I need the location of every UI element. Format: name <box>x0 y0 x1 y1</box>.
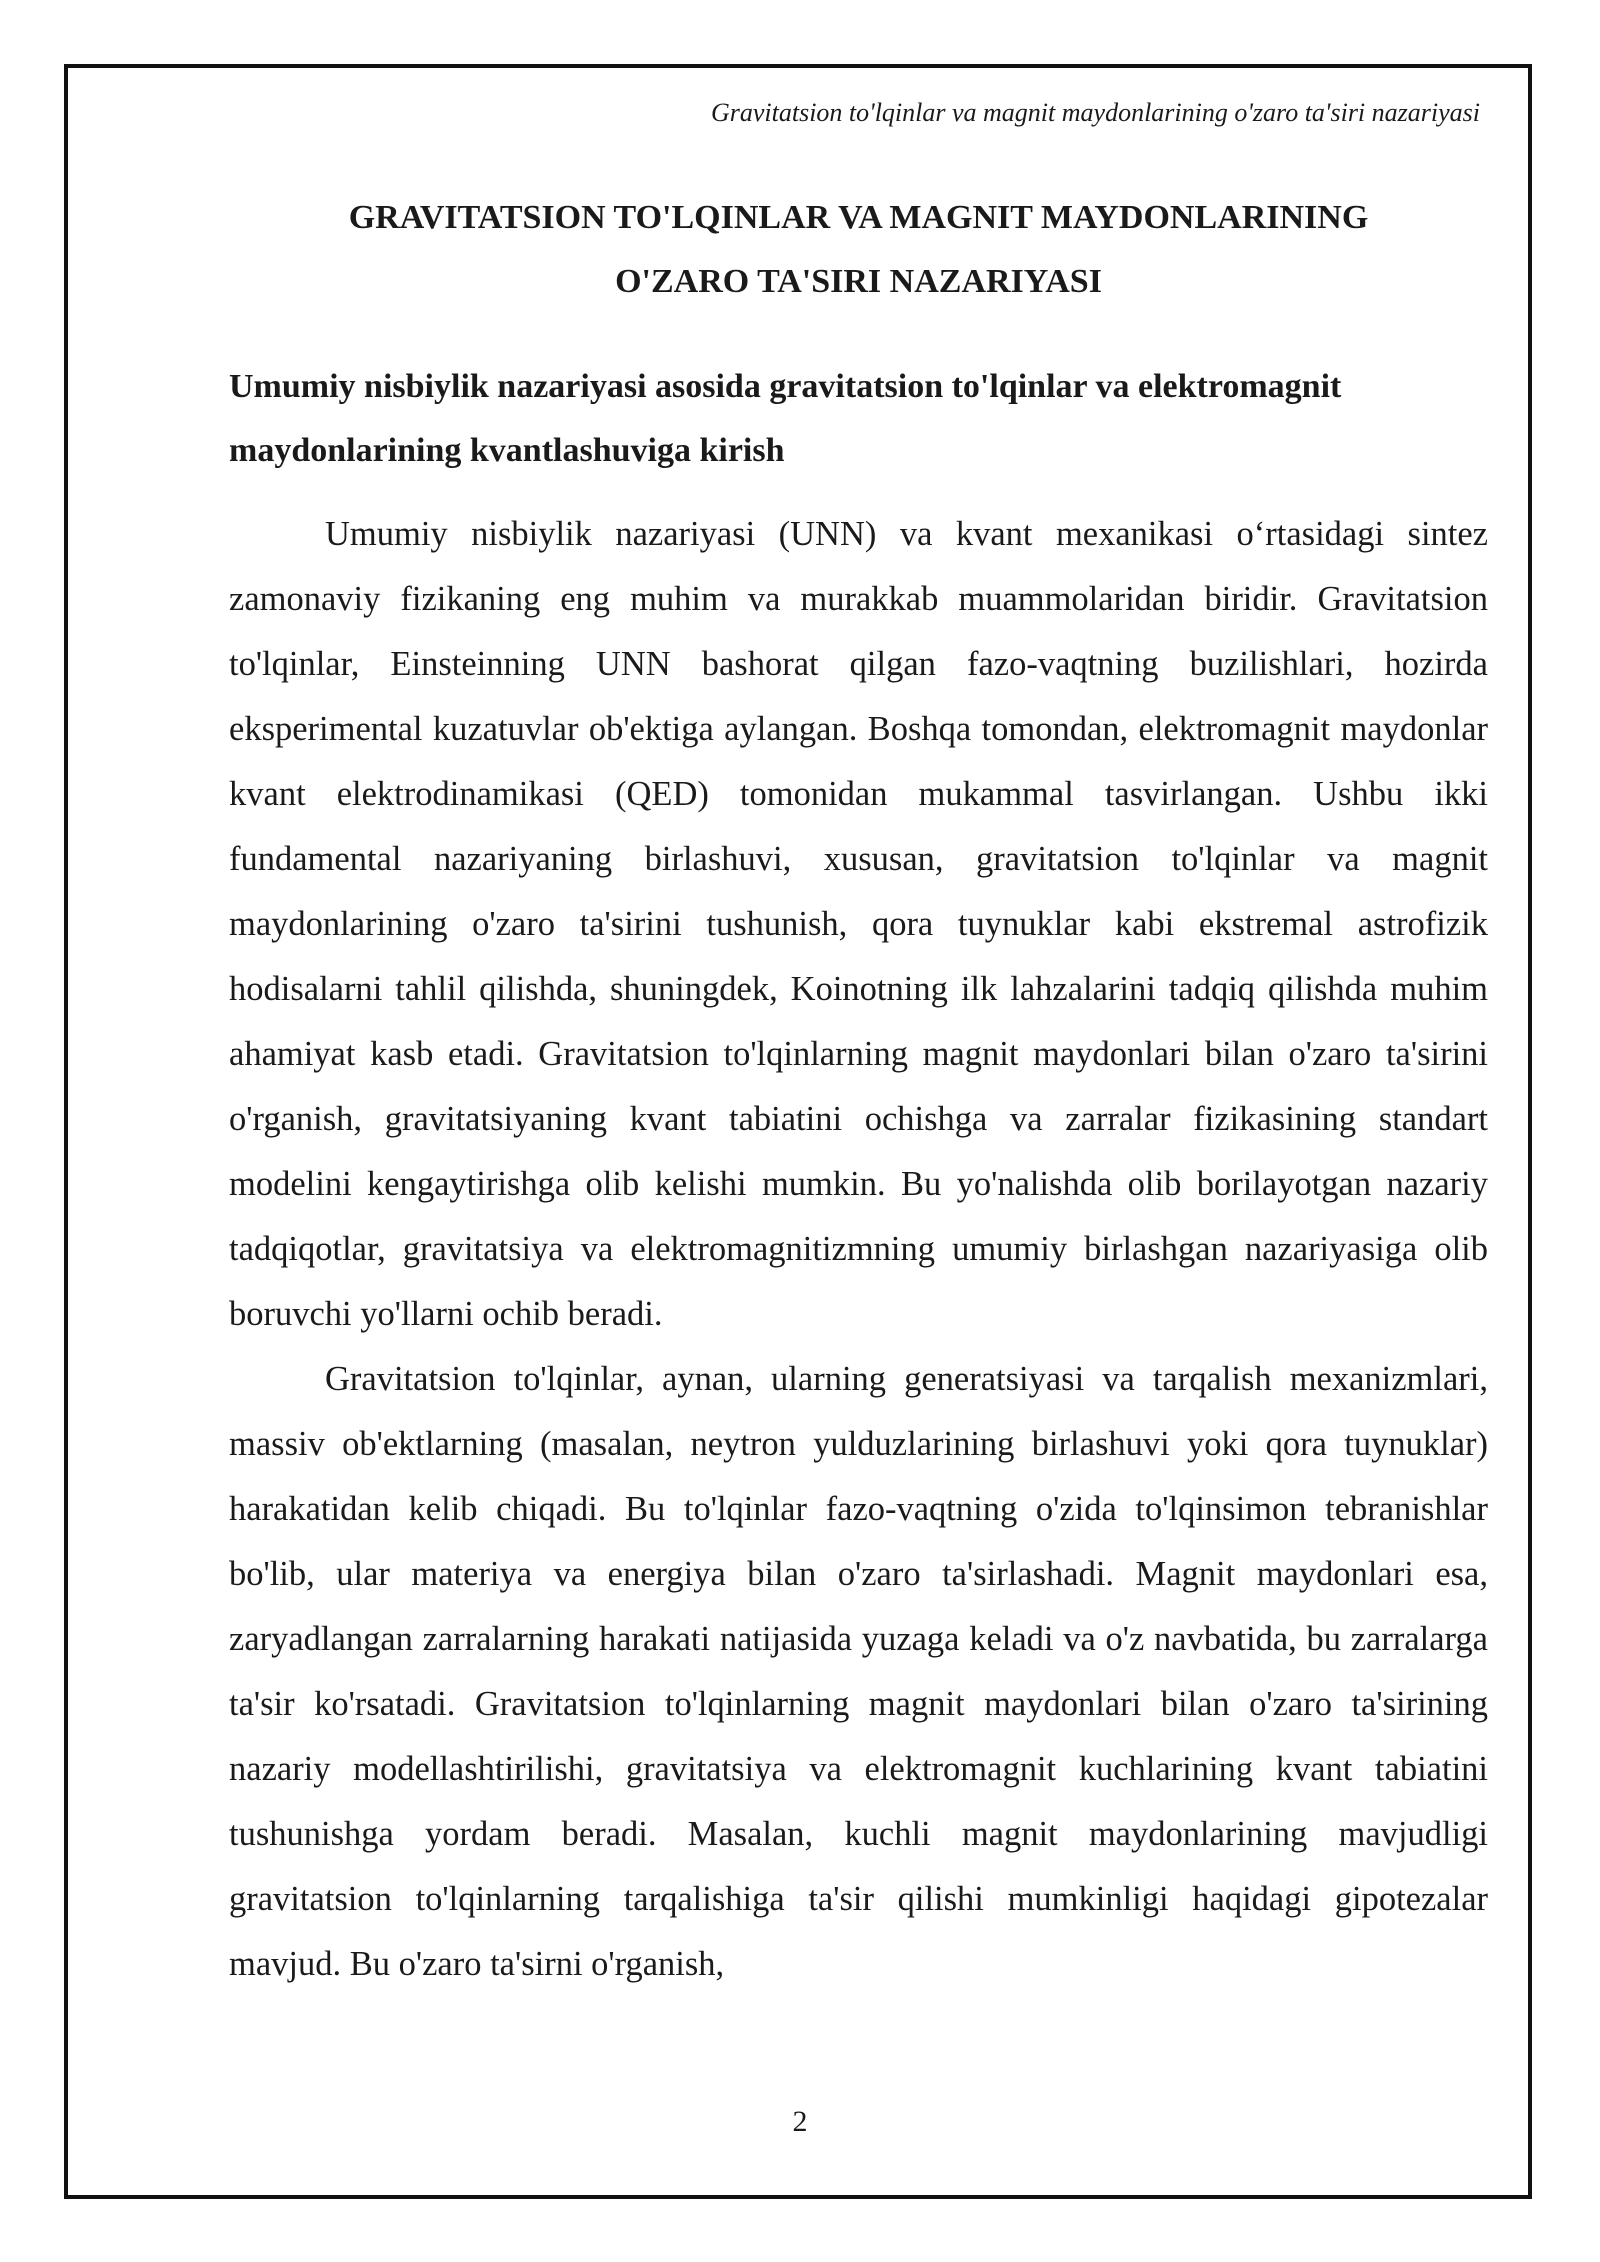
page-number: 2 <box>792 2105 808 2138</box>
running-header: Gravitatsion to'lqinlar va magnit maydonlarining o'zaro ta'siri nazariyasi <box>710 98 1480 127</box>
document-title <box>229 186 1488 314</box>
body-text <box>229 502 1488 1997</box>
body-paragraph: Gravitatsion to'lqinlar, aynan, ularning generatsiyasi va tarqalish mexanizmlari, massiv ob'ektlarning (masalan, neytron yulduzlarining birlashuvi yoki qora tuynuklar) harakatidan kelib chiqadi. Bu to'lqinlar fazo-vaqtning o'zida to'lqinsimon tebranishlar bo'lib, ular materiya va energiya bilan o'zaro ta'sirlashadi. Magnit maydonlari esa, zaryadlangan zarralarning harakati natijasida yuzaga keladi va o'z navbatida, bu zarralarga ta'sir ko'rsatadi. Gravitatsion to'lqinlarning magnit maydonlari bilan o'zaro ta'sirining nazariy modellashtirilishi, gravitatsiya va elektromagnit kuchlarining kvant tabiatini tushunishga yordam beradi. Masalan, kuchli magnit maydonlarining mavjudligi gravitatsion to'lqinlarning tarqalishiga ta'sir qilishi mumkinligi haqidagi gipotezalar mavjud. Bu o'zaro ta'sirni o'rganish, <box>229 1360 1488 1983</box>
section-heading: Umumiy nisbiylik nazariyasi asosida gravitatsion to'lqinlar va elektromagnit maydonlarining kvantlashuviga kirish <box>229 368 1342 469</box>
document-title-line-1: GRAVITATSION TO'LQINLAR VA MAGNIT MAYDONLARINING <box>348 199 1369 236</box>
body-paragraph: Umumiy nisbiylik nazariyasi (UNN) va kvant mexanikasi o‘rtasidagi sintez zamonaviy fizikaning eng muhim va murakkab muammolaridan biridir. Gravitatsion to'lqinlar, Einsteinning UNN bashorat qilgan fazo-vaqtning buzilishlari, hozirda eksperimental kuzatuvlar ob'ektiga aylangan. Boshqa tomondan, elektromagnit maydonlar kvant elektrodinamikasi (QED) tomonidan mukammal tasvirlangan. Ushbu ikki fundamental nazariyaning birlashuvi, xususan, gravitatsion to'lqinlar va magnit maydonlarining o'zaro ta'sirini tushunish, qora tuynuklar kabi ekstremal astrofizik hodisalarni tahlil qilishda, shuningdek, Koinotning ilk lahzalarini tadqiq qilishda muhim ahamiyat kasb etadi. Gravitatsion to'lqinlarning magnit maydonlari bilan o'zaro ta'sirini o'rganish, gravitatsiyaning kvant tabiatini ochishga va zarralar fizikasining standart modelini kengaytirishga olib kelishi mumkin. Bu yo'nalishda olib borilayotgan nazariy tadqiqotlar, gravitatsiya va elektromagnitizmning umumiy birlashgan nazariyasiga olib boruvchi yo'llarni ochib beradi. <box>229 515 1488 1333</box>
document-title-line-2: O'ZARO TA'SIRI NAZARIYASI <box>615 263 1102 300</box>
